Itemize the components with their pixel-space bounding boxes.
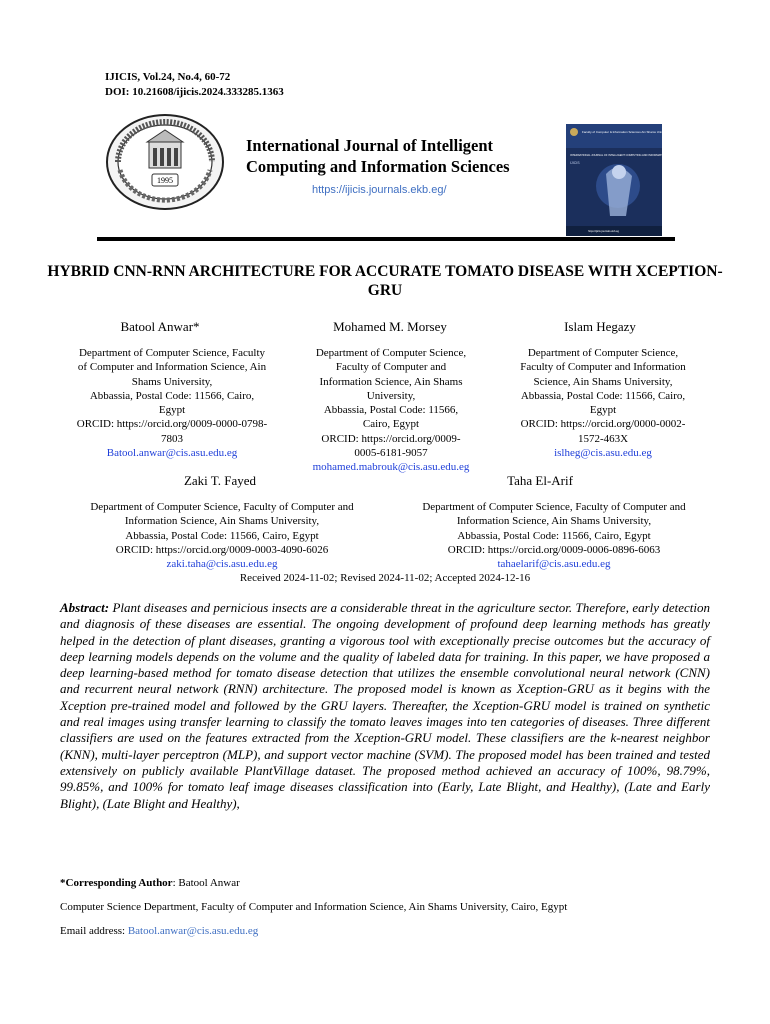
corresponding-email [60,924,720,938]
affiliation-line: ORCID: https://orcid.org/0009-0003-4090-6026 [115,543,329,556]
affiliation-line: Abbassia, Postal Code: 11566, Cairo, Egypt [457,529,651,542]
cover-acronym: IJICIS [570,161,580,165]
affiliation-line: 7803 [161,432,183,445]
corresponding-email-link[interactable]: Batool.anwar@cis.asu.edu.eg [127,925,259,937]
author-name: Batool Anwar* [120,319,200,334]
affiliation-line: ORCID: https://orcid.org/0009- [321,432,461,445]
header-divider [97,237,675,241]
journal-doi: DOI: 10.21608/ijicis.2024.333285.1363 [105,86,284,98]
affiliation-line: Department of Computer Science, Faculty of Computer and [422,501,686,513]
author-affiliation [60,500,384,571]
author-name: Zaki T. Fayed [183,473,257,488]
affiliation-line: 1572-463X [577,432,629,445]
corresponding-department: Computer Science Department, Faculty of Computer and Information Science, Ain Shams University, Cairo, Egypt [60,901,568,913]
affiliation-line: University, [366,389,416,402]
abstract [60,600,710,812]
affiliation-line: Department of Computer Science, Faculty [78,347,266,359]
corresponding-name: : Batool Anwar [172,877,240,889]
corresponding-author [60,876,720,890]
author-affiliation [498,346,708,460]
abstract-text: Plant diseases and pernicious insects are a considerable threat in the agriculture sector. Therefore, early detection and diagnosis of these diseases are essential. The ongoing development of profound deep learning methods has greatly helped in the detection of plant diseases, granting a vigorous tool with exceptionally precise outcomes but the accuracy of deep learning models depends on the volume and the quality of labeled data for training. In this paper, we have proposed a deep learning-based method for tomato disease detection that utilizes the ensemble convolutional neural network (CNN) and recurrent neural network (RNN) architecture. The proposed model is known as Xception-GRU as it begins with the Xception pre-trained model and followed by the GRU layers. Thereafter, the Xception-GRU model is trained on synthetic and real images using transfer learning to classify the tomato leaves images into ten categories of diseases. Three different classifiers are used on the features extracted from the Xception-GRU model. These classifiers are the k-nearest neighbor (KNN), multi-layer perceptron (MLP), and support vector machine (SVM). The proposed model has been trained and tested extensively on publicly available PlantVillage dataset. The proposed method achieved an accuracy of 100%, 98.79%, 99.85%, and 100% for tomato leaf image diseases classification into (Early, Late Blight, and Healthy), (Late and Early Blight), (Late Blight and Healthy), [60,600,711,811]
author-affiliation [392,500,716,571]
journal-url-link[interactable]: https://ijicis.journals.ekb.eg/ [312,184,447,196]
affiliation-line: Information Science, Ain Shams [319,375,463,388]
paper-title: HYBRID CNN-RNN ARCHITECTURE FOR ACCURATE TOMATO DISEASE WITH XCEPTION-GRU [47,263,723,299]
affiliation-line: Egypt [158,404,186,417]
journal-cover-image [566,124,688,236]
affiliation-line: Faculty of Computer and [335,361,447,374]
author-affiliation [292,346,490,475]
affiliation-line: 0005-6181-9057 [354,447,428,460]
footnotes [60,876,720,948]
affiliation-line: ORCID: https://orcid.org/0009-0000-0798- [76,418,268,431]
cover-footer-url: https://ijicis.journals.ekb.eg [588,230,619,233]
affiliation-line: Department of Computer Science, [315,347,467,359]
cover-title: INTERNATIONAL JOURNAL OF INTELLIGENT COMPUTING AND INFORMATION SCIENCES [570,154,681,157]
affiliation-line: Department of Computer Science, [527,347,679,359]
journal-citation-block [105,70,284,100]
affiliation-line: Abbassia, Postal Code: 11566, Cairo, Egypt [125,529,319,542]
author-affiliation [56,346,288,460]
affiliation-line: Abbassia, Postal Code: 11566, Cairo, [520,389,686,402]
affiliation-line: Abbassia, Postal Code: 11566, Cairo, [89,389,255,402]
author-name: Taha El-Arif [507,473,573,488]
affiliation-line: ORCID: https://orcid.org/0009-0006-0896-6063 [447,543,661,556]
affiliation-line: Shams University, [131,375,213,388]
email-label: Email address: [60,925,128,937]
author-email-link[interactable]: zaki.taha@cis.asu.edu.eg [166,558,278,571]
author-email-link[interactable]: Batool.anwar@cis.asu.edu.eg [106,447,238,460]
affiliation-line: Information Science, Ain Shams University, [124,515,320,528]
corresponding-label: *Corresponding Author [60,877,173,889]
abstract-label: Abstract: [60,600,110,615]
journal-title: International Journal of Intelligent Computing and Information Sciences [246,136,510,176]
affiliation-line: Cairo, Egypt [362,418,420,431]
seal-year: 1995 [157,176,173,185]
journal-citation: IJICIS, Vol.24, No.4, 60-72 [105,71,231,83]
author-email-link[interactable]: islheg@cis.asu.edu.eg [554,447,652,460]
affiliation-line: of Computer and Information Science, Ain [77,361,267,374]
author-email-link[interactable]: mohamed.mabrouk@cis.asu.edu.eg [312,461,470,474]
affiliation-line: Abbassia, Postal Code: 11566, [323,404,459,417]
affiliation-line: ORCID: https://orcid.org/0000-0002- [520,418,686,431]
author-email-link[interactable]: tahaelarif@cis.asu.edu.eg [497,558,611,571]
affiliation-line: Information Science, Ain Shams University, [456,515,652,528]
author-name: Mohamed M. Morsey [333,319,447,334]
affiliation-line: Department of Computer Science, Faculty of Computer and [90,501,354,513]
author-name: Islam Hegazy [564,319,636,334]
affiliation-line: Faculty of Computer and Information [520,361,686,374]
affiliation-line: Egypt [589,404,617,417]
affiliation-line: Science, Ain Shams University, [533,375,673,388]
faculty-seal-logo [104,112,226,212]
received-dates: Received 2024-11-02; Revised 2024-11-02; Accepted 2024-12-16 [239,572,531,584]
cover-top-text: Faculty of Computer & Information Sciences Ain Shams University, Cairo, Egypt [582,130,688,134]
